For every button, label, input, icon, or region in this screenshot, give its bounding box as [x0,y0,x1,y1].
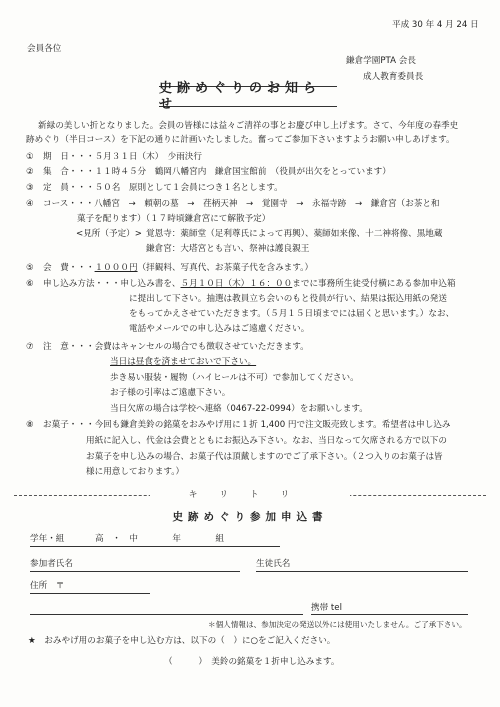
address-field-2[interactable] [30,614,303,615]
notes-line-absence: 当日欠席の場合は学校へ連絡（0467-22-0994）をお願いします。 [110,404,368,414]
mobile-field[interactable] [311,614,468,615]
sender-role: 成人教育委員長 [363,72,424,82]
student-name-field[interactable] [256,571,468,572]
apply-rest: までに事務所生徒受付横にある参加申込箱 [292,279,456,289]
item-course-cont: 菓子を配ります）（１７時頃鎌倉宮にて解散予定） [77,214,271,224]
souvenir-line-2: 用紙に記入し、代金は会費とともにお振込み下さい。なお、当日なって欠席される方で以下の [86,436,447,446]
intro-line-1: 新緑の美しい折となりました。会員の皆様には益々ご清祥の事とお慶び申し上げます。さて、今年度の春季史 [38,121,459,131]
notes-line-lunch: 当日は昼食を済ませておいで下さい。 [110,357,257,367]
recipient: 会員各位 [27,44,62,54]
fee-label: 会 費・・・ [43,263,95,273]
notes-line-children: お子様の引率はご遠慮下さい。 [110,388,231,398]
item-number: ① [26,152,34,162]
item-apply [26,279,456,289]
apply-line-3: 電話やメールでの申し込みはご遠慮ください。 [129,324,310,334]
souvenir-line-4: 様に用意しております。） [86,467,185,477]
guardian-name-field[interactable] [30,571,240,572]
address-field[interactable] [30,593,150,594]
address-label: 住所 〒 [30,581,65,591]
souvenir-order-line: （ ） 美鈴の銘菓を１折申し込みます。 [164,657,340,667]
item-number: ⑥ [26,279,34,289]
date: 平成 30 年 4 月 24 日 [392,20,479,30]
item-number: ④ [26,199,34,209]
privacy-note: ＊個人情報は、参加決定の発送以外には使用いたしません。ご了承下さい。 [208,620,467,629]
notes-line: 注 意・・・会費はキャンセルの場合でも徴収させていただきます。 [43,342,309,352]
grade-underline[interactable] [30,546,280,547]
student-label: 生徒氏名 [256,559,291,569]
notes-line-clothes: 歩き易い服装・履物（ハイヒールは不可）で参加してください。 [110,373,359,383]
mobile-label: 携帯 tel [311,603,342,613]
sights-line-2: 鎌倉宮：大塔宮とも言い、祭神は護良親王 [146,244,310,254]
grade-options: 高 ・ 中 年 組 [95,534,224,544]
form-title: 史跡めぐり参加申込書 [172,511,328,523]
fee-amount: １０００円 [94,263,138,273]
item-course [26,199,440,209]
item-text: コース・・・八幡宮 → 頼朝の墓 → 荏柄天神 → 覚園寺 → 永福寺跡 → 鎌倉宮（お茶と和 [43,199,440,209]
item-capacity [26,183,283,193]
item-number: ② [26,167,34,177]
item-meeting [26,167,391,177]
item-text: 定 員・・・５０名 原則として１会員につき１名とします。 [43,183,283,193]
apply-deadline: ５月１０日（木）１６：００ [180,279,293,289]
item-number: ⑤ [26,263,34,273]
cut-label: キリトリ [150,490,350,500]
item-date [26,152,202,162]
apply-label: 申し込み方法・・・申し込み書を、 [43,279,181,289]
page-title: 史跡めぐりのお知らせ [159,86,337,107]
fee-note: （拝観料、写真代、お茶菓子代を含みます。） [137,263,314,273]
item-souvenir [26,420,451,430]
souvenir-line-3: お菓子を申し込みの場合、お菓子代は頂戴しますのでご了承下さい。（２つ入りのお菓子は皆 [86,452,443,462]
item-fee [26,263,313,273]
sights-label: <見所（予定）> [76,229,142,239]
grade-label: 学年・組 [30,534,65,544]
souvenir-order-note: ★ おみやげ用のお菓子を申し込む方は、以下の（ ）に○をご記入ください。 [28,636,336,646]
apply-line-1: に提出して下さい。抽選は教員立ち会いのもと役員が行い、結果は振込用紙の発送 [129,294,447,304]
item-number: ③ [26,183,34,193]
souvenir-line: お菓子・・・今回も鎌倉美鈴の銘菓をおみやげ用に１折 1,400 円で注文販売致します。希望者は申し込み [43,420,451,430]
sights-line-1: 覚恩寺：薬師堂（足利尊氏によって再興）、薬師如来像、十二神将像、黒地蔵 [146,229,443,239]
intro-line-2: 跡めぐり（半日コース）を下記の通りに計画いたしました。奮ってご参加下さいますようお願い申しあげます。 [26,135,455,145]
item-number: ⑧ [26,420,34,430]
sender-org: 鎌倉学園PTA 会長 [346,56,416,66]
item-notes [26,342,309,352]
item-text: 集 合・・・１１時４５分 鶴岡八幡宮内 鎌倉国宝館前 （役員が出欠をとっています） [43,167,391,177]
guardian-label: 参加者氏名 [30,559,73,569]
item-text: 期 日・・・５月３１日（木） 少雨決行 [43,152,202,162]
item-number: ⑦ [26,342,34,352]
apply-line-2: をもってかえさせていただきます。（５月１５日頃までには届くと思います。）なお、 [129,309,455,319]
